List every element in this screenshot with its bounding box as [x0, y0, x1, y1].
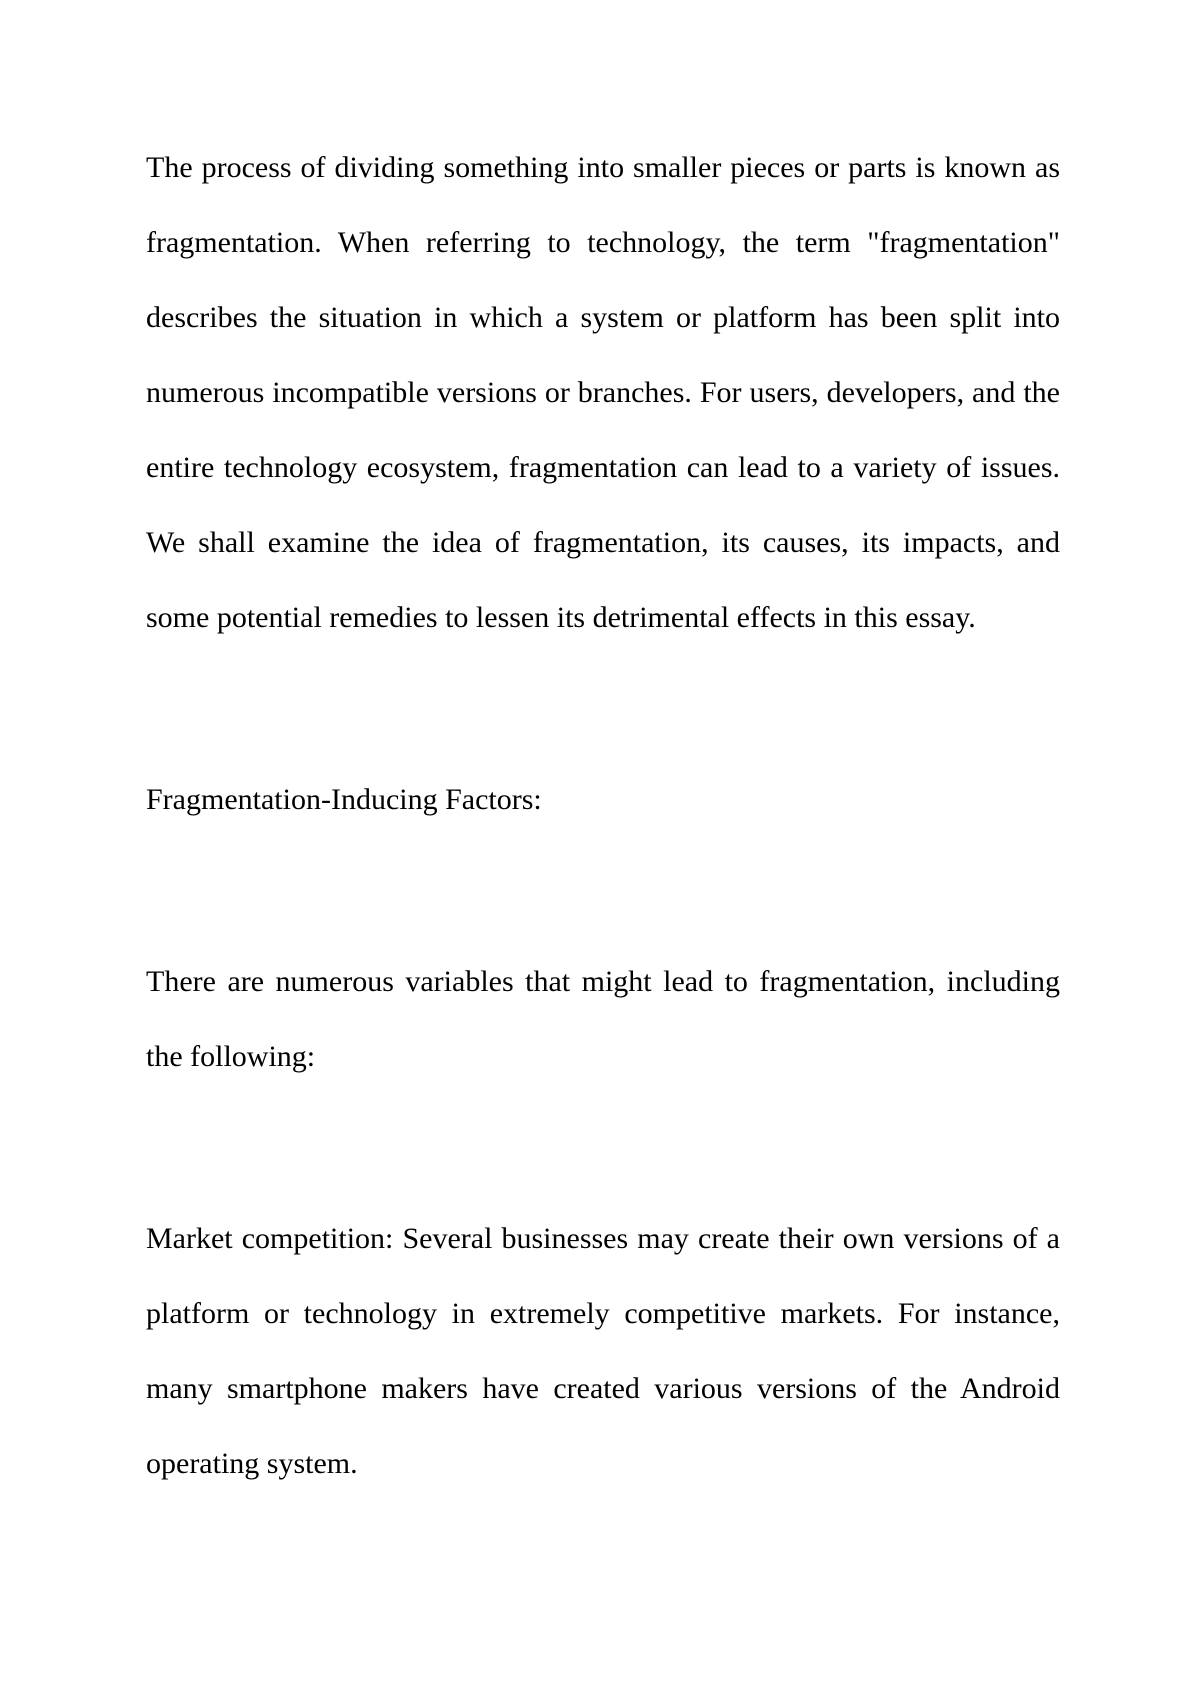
factors-heading: Fragmentation-Inducing Factors: [146, 783, 542, 816]
intro-paragraph: The process of dividing something into smaller pieces or parts is known as fragmentation. When referring to technology, the term "fragmentation" describes the situation in which a system or platform has been split into numerous incompatible versions or branches. For users, developers, and the entire technology ecosystem, fragmentation can lead to a variety of issues. We shall examine the idea of fragmentation, its causes, its impacts, and some potential remedies to lessen its detrimental effects in this essay. [146, 151, 1060, 634]
variables-paragraph: There are numerous variables that might lead to fragmentation, including the following: [146, 965, 1060, 1073]
paragraph-gap [146, 655, 1060, 762]
paragraph-gap [146, 1094, 1060, 1201]
paragraph-gap [146, 837, 1060, 944]
market-competition-paragraph: Market competition: Several businesses may create their own versions of a platform or technology in extremely competitive markets. For instance, many smartphone makers have created various versions of the Android operating system. [146, 1222, 1060, 1480]
document-body [146, 130, 1060, 1501]
